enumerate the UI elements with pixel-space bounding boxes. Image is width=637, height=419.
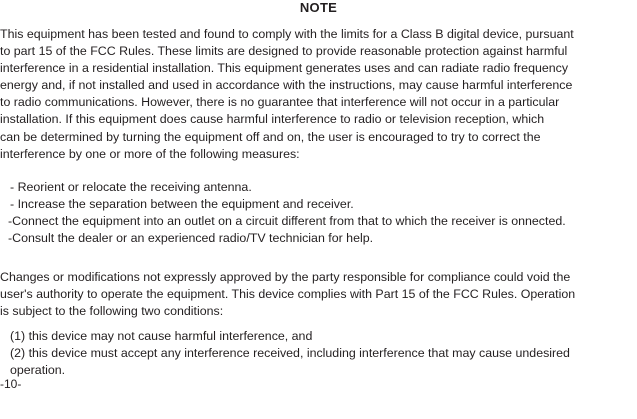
paragraph-line: This equipment has been tested and found to comply with the limits for a Class B digital device, pursuant [0, 27, 574, 41]
paragraph-line: to part 15 of the FCC Rules. These limits are designed to provide reasonable protection against harmful [0, 44, 568, 59]
page-number: -10- [0, 377, 22, 391]
list-item: operation. [10, 363, 66, 378]
paragraph-line: user's authority to operate the equipment. This device complies with Part 15 of the FCC Rules. Operation [0, 287, 576, 302]
paragraph-line: can be determined by turning the equipment off and on, the user is encouraged to try to correct the [0, 129, 541, 144]
list-item: (2) this device must accept any interference received, including interference that may cause undesired [10, 346, 570, 361]
paragraph-line: installation. If this equipment does cause harmful interference to radio or television reception, which [0, 112, 545, 127]
list-item: -Consult the dealer or an experienced radio/TV technician for help. [8, 231, 374, 246]
paragraph-line: Changes or modifications not expressly approved by the party responsible for compliance could void the [0, 270, 571, 284]
paragraph-line: to radio communications. However, there is no guarantee that interference will not occur in a particular [0, 95, 560, 110]
paragraph-line: interference in a residential installation. This equipment generates uses and can radiate radio frequency [0, 61, 569, 76]
corrective-measures-list [10, 179, 637, 247]
paragraph-line: is subject to the following two conditions: [0, 304, 224, 319]
list-item: - Reorient or relocate the receiving antenna. [10, 180, 252, 194]
list-item: (1) this device may not cause harmful interference, and [10, 329, 313, 343]
paragraph-line: interference by one or more of the following measures: [0, 146, 300, 161]
fcc-compliance-paragraph [0, 26, 637, 163]
operating-conditions-list [10, 328, 637, 379]
paragraph-line: energy and, if not installed and used in accordance with the instructions, may cause harmful interference [0, 78, 573, 93]
modifications-paragraph [0, 269, 637, 320]
list-item: - Increase the separation between the equipment and receiver. [10, 197, 354, 212]
page-title: NOTE [299, 0, 338, 15]
list-item: -Connect the equipment into an outlet on a circuit different from that to which the receiver is onnected. [8, 214, 566, 229]
